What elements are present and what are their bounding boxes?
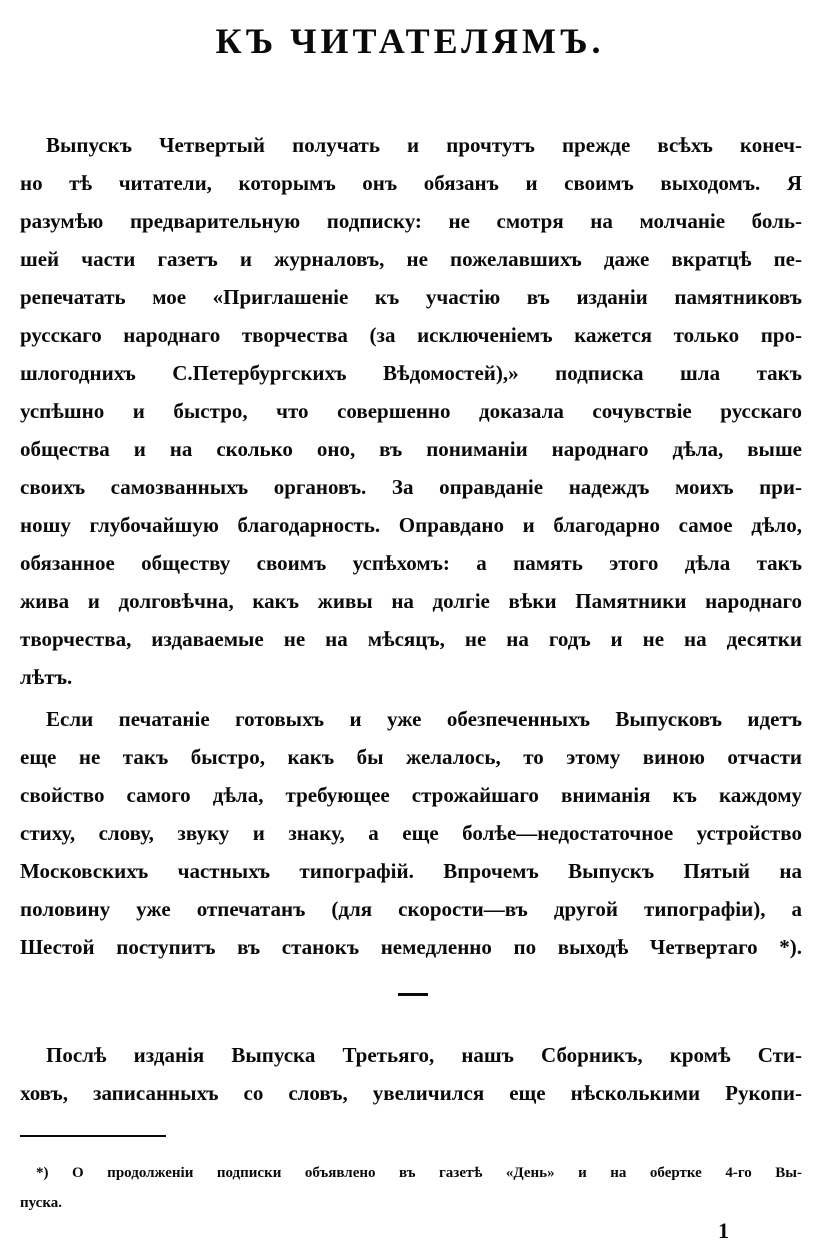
section-divider [398, 993, 428, 996]
text-line: Московскихъ частныхъ типографій. Впрочемъ Выпускъ Пятый на [20, 859, 802, 883]
text-line: ховъ, записанныхъ со словъ, увеличился еще нѣсколькими Рукопи- [20, 1081, 802, 1105]
text-line: но тѣ читатели, которымъ онъ обязанъ и своимъ выходомъ. Я [20, 171, 802, 195]
footnote-rule [20, 1135, 166, 1137]
page-title: КЪ ЧИТАТЕЛЯМЪ. [215, 21, 605, 61]
text-line: половину уже отпечатанъ (для скорости—въ другой типографіи), а [20, 897, 802, 921]
paragraph-1 [20, 126, 802, 696]
text-line: жива и долговѣчна, какъ живы на долгіе вѣки Памятники народнаго [20, 589, 802, 613]
paragraph-3 [20, 1036, 802, 1112]
text-line: свойство самого дѣла, требующее строжайшаго вниманія къ каждому [20, 783, 802, 807]
text-line: обязанное обществу своимъ успѣхомъ: а память этого дѣла такъ [20, 551, 802, 575]
text-line: шей части газетъ и журналовъ, не пожелавшихъ даже вкратцѣ пе- [20, 247, 802, 271]
page-number: 1 [718, 1218, 729, 1243]
footnote [20, 1158, 802, 1218]
text-line: творчества, издаваемые не на мѣсяцъ, не на годъ и не на десятки [20, 627, 802, 651]
footnote-line: *) О продолженіи подписки объявлено въ газетѣ «День» и на обертке 4-го Вы- [36, 1165, 802, 1181]
text-line: разумѣю предварительную подписку: не смотря на молчаніе боль- [20, 209, 802, 233]
text-line: успѣшно и быстро, что совершенно доказала сочувствіе русскаго [20, 399, 802, 423]
paragraph-2 [20, 700, 802, 966]
footnote-line: пуска. [20, 1195, 63, 1211]
text-line: стиху, слову, звуку и знаку, а еще болѣе—недостаточное устройство [20, 821, 802, 845]
text-line: лѣтъ. [20, 665, 73, 689]
text-line: еще не такъ быстро, какъ бы желалось, то этому виною отчасти [20, 745, 802, 769]
text-line: репечатать мое «Приглашеніе къ участію въ изданіи памятниковъ [20, 285, 802, 309]
text-line: шлогоднихъ С.Петербургскихъ Вѣдомостей),» подписка шла такъ [20, 361, 802, 385]
text-line: Послѣ изданія Выпуска Третьяго, нашъ Сборникъ, кромѣ Сти- [46, 1043, 802, 1067]
text-line: Выпускъ Четвертый получать и прочтутъ прежде всѣхъ конеч- [46, 133, 802, 157]
text-line: общества и на сколько оно, въ пониманіи народнаго дѣла, выше [20, 437, 802, 461]
text-line: своихъ самозванныхъ органовъ. За оправданіе надеждъ моихъ при- [20, 475, 802, 499]
text-line: Если печатаніе готовыхъ и уже обезпеченныхъ Выпусковъ идетъ [46, 707, 802, 731]
text-line: русскаго народнаго творчества (за исключеніемъ кажется только про- [20, 323, 802, 347]
text-line: ношу глубочайшую благодарность. Оправдано и благодарно самое дѣло, [20, 513, 802, 537]
text-line: Шестой поступитъ въ станокъ немедленно по выходѣ Четвертаго *). [20, 935, 802, 959]
